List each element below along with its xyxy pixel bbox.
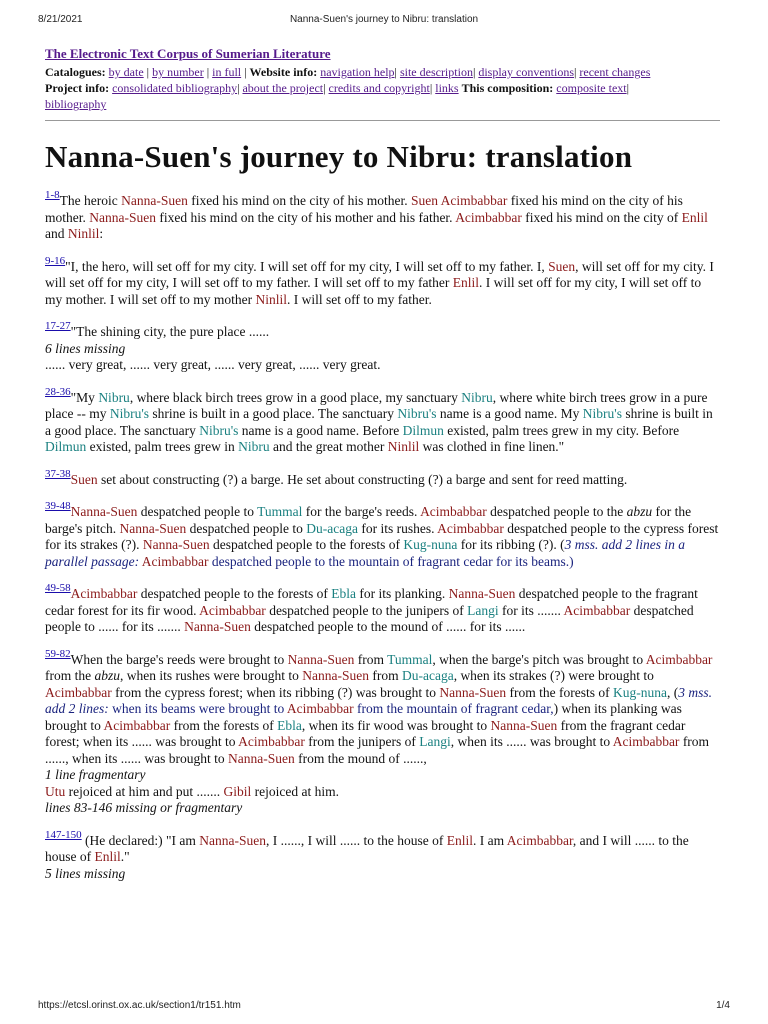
text-segment: from ......, when its ...... was brought to <box>45 734 710 766</box>
display-conventions-link[interactable]: display conventions <box>478 65 574 79</box>
divine-name: Nanna-Suen <box>439 684 507 700</box>
text-segment: rejoiced at him. <box>251 783 339 799</box>
divine-name: Enlil <box>446 832 473 848</box>
text-segment: ." <box>120 849 130 864</box>
text-segment: "My <box>70 389 99 405</box>
divine-name: Acimbabbar <box>506 832 573 848</box>
print-title: Nanna-Suen's journey to Nibru: translation <box>289 14 479 25</box>
text-segment: and the great mother <box>269 439 388 454</box>
text-segment: existed, palm trees grew in my city. Before <box>443 422 680 438</box>
bibliography-link[interactable]: bibliography <box>45 97 107 111</box>
text-segment: for its ....... <box>498 602 564 618</box>
divine-name: Acimbabbar <box>238 734 305 749</box>
translation-paragraph <box>45 500 720 570</box>
text-segment: , when its strakes (?) were brought to <box>453 668 654 683</box>
text-segment: abzu <box>94 668 121 683</box>
text-segment: , where white birch trees grow in a pure place -- my <box>45 389 708 421</box>
text-segment: from the forests of <box>506 684 614 700</box>
print-page-number: 1/4 <box>716 1000 730 1011</box>
divine-name: Nanna-Suen <box>490 717 558 733</box>
divine-name: Utu <box>45 783 66 799</box>
text-segment: for its rushes. <box>357 520 438 536</box>
line-reference-link[interactable]: 1-8 <box>45 189 60 201</box>
translation-paragraph <box>45 385 720 456</box>
translation-body <box>45 189 720 882</box>
text-segment: from the cypress forest; when its ribbing (?) was brought to <box>111 684 440 700</box>
text-segment: despatched people to the cypress forest for its strakes (?). <box>45 520 719 552</box>
navigation-help-link[interactable]: navigation help <box>320 65 395 79</box>
line-reference-link[interactable]: 9-16 <box>45 254 66 267</box>
divine-name: Ninlil <box>387 439 420 454</box>
by-number-link[interactable]: by number <box>152 65 204 79</box>
divine-name: Suen <box>548 258 576 274</box>
divine-name: Suen <box>410 193 438 208</box>
consolidated-bibliography-link[interactable]: consolidated bibliography <box>112 81 238 95</box>
text-segment: , and I will ...... to the house of <box>45 832 689 864</box>
line-reference-link[interactable]: 39-48 <box>45 500 71 512</box>
translation-paragraph <box>45 320 720 374</box>
text-segment: , I ......, I will ...... to the house of <box>265 832 447 848</box>
site-description-link[interactable]: site description <box>399 65 473 79</box>
text-segment: from the forests of <box>170 717 278 733</box>
geographic-name: Langi <box>467 602 499 618</box>
divine-name: Nanna-Suen <box>228 750 295 766</box>
text-segment: when its beams were brought to <box>108 701 287 716</box>
text-segment: for the barge's reeds. <box>302 504 421 519</box>
text-segment: 1 line fragmentary <box>45 767 146 782</box>
divine-name: Nanna-Suen <box>70 504 138 519</box>
links-link[interactable]: links <box>435 81 459 95</box>
print-url: https://etcsl.orinst.ox.ac.uk/section1/tr151.htm <box>38 1000 241 1011</box>
nav-links: Catalogues: by date | by number | in full | Website info: navigation help| site description| display conventions| recent changes Project info: consolidated bibliography| about the project| credits and copyright| links This composition: composite text| bibliography <box>45 65 651 111</box>
geographic-name: Nibru's <box>109 406 150 421</box>
text-segment: fixed his mind on the city of his mother. <box>187 193 411 208</box>
geographic-name: Dilmun <box>45 439 87 454</box>
text-segment: 3 mss. add 2 lines in a parallel passage: <box>45 537 686 569</box>
this-composition-label: This composition: <box>461 81 554 95</box>
translation-paragraph <box>45 189 720 243</box>
divine-name: Nanna-Suen <box>119 520 187 536</box>
line-reference-link[interactable]: 147-150 <box>45 828 82 841</box>
translation-paragraph <box>45 582 720 636</box>
text-segment: despatched people to <box>137 504 258 519</box>
divine-name: Ninlil <box>255 291 287 307</box>
text-segment: "I, the hero, will set off for my city. I will set off for my city, I will set off to my father. I, <box>65 258 549 274</box>
text-segment: 3 mss. add 2 lines: <box>45 684 713 716</box>
divine-name: Enlil <box>681 209 708 225</box>
catalogues-label: Catalogues: <box>45 65 106 79</box>
line-reference-link[interactable]: 49-58 <box>45 582 71 594</box>
geographic-name: Nibru's <box>397 406 437 421</box>
line-reference-link[interactable]: 17-27 <box>45 320 71 332</box>
text-segment: despatched people to the <box>486 504 627 519</box>
translation-paragraph <box>45 254 720 309</box>
text-segment: abzu <box>626 504 653 519</box>
text-segment: The heroic <box>59 193 122 208</box>
text-segment: for its ribbing (?). ( <box>457 537 565 552</box>
website-info-label: Website info: <box>249 65 318 79</box>
text-segment: from <box>368 668 402 683</box>
divine-name: Nanna-Suen <box>121 193 188 208</box>
geographic-name: Du-acaga <box>401 668 454 683</box>
text-segment: , when the barge's pitch was brought to <box>432 651 646 667</box>
divine-name: Nanna-Suen <box>199 832 266 848</box>
text-segment: , ( <box>667 684 679 700</box>
site-title-link[interactable]: The Electronic Text Corpus of Sumerian Literature <box>45 46 331 61</box>
text-segment: for its planking. <box>355 586 449 601</box>
composite-text-link[interactable]: composite text <box>556 81 627 95</box>
geographic-name: Langi <box>419 734 451 749</box>
text-segment: rejoiced at him and put ....... <box>65 783 224 799</box>
text-segment: set about constructing (?) a barge. He set about constructing (?) a barge and sent for reed matting. <box>97 471 628 487</box>
divine-name: Acimbabbar <box>420 504 487 519</box>
text-segment: . I will set off to my father. <box>287 291 432 307</box>
divine-name: Nanna-Suen <box>287 651 355 667</box>
translation-paragraph <box>45 647 720 817</box>
text-segment: name is a good name. Before <box>238 422 403 438</box>
text-segment: fixed his mind on the city of his mother. <box>45 193 683 225</box>
in-full-link[interactable]: in full <box>212 65 242 79</box>
geographic-name: Nibru's <box>199 422 239 438</box>
text-segment: from the mound of ......, <box>294 750 427 766</box>
text-segment: despatched people to the forests of <box>209 537 404 552</box>
divine-name: Acimbabbar <box>199 602 266 618</box>
text-segment: for the barge's pitch. <box>45 504 692 536</box>
divine-name: Acimbabbar <box>455 209 522 225</box>
text-segment: 6 lines missing <box>45 340 126 356</box>
divine-name: Nanna-Suen <box>184 619 251 634</box>
line-reference-link[interactable]: 59-82 <box>45 647 71 660</box>
text-segment: despatched people to the mountain of fragrant cedar for its beams.) <box>208 553 574 569</box>
line-reference-link[interactable]: 37-38 <box>45 467 71 480</box>
geographic-name: Nibru's <box>582 406 622 421</box>
divine-name: Acimbabbar <box>70 586 138 601</box>
geographic-name: Du-acaga <box>306 520 358 536</box>
text-segment: despatched people to the fragrant cedar forest for its fir wood. <box>45 586 698 618</box>
divine-name: Acimbabbar <box>286 701 354 716</box>
text-segment: ...... very great, ...... very great, ...... very great, ...... very great. <box>45 357 381 372</box>
text-segment: from the junipers of <box>304 734 420 749</box>
text-segment: from the fragrant cedar forest; when its ...... was brought to <box>45 717 686 749</box>
text-segment: existed, palm trees grew in <box>86 439 239 454</box>
divine-name: Enlil <box>452 275 480 290</box>
text-segment: lines 83-146 missing or fragmentary <box>45 800 243 815</box>
text-segment: 5 lines missing <box>45 865 126 881</box>
site-title <box>45 46 720 62</box>
divine-name: Ninlil <box>67 226 100 241</box>
by-date-link[interactable]: by date <box>108 65 144 79</box>
print-date: 8/21/2021 <box>38 14 83 25</box>
text-segment: despatched people to ...... for its ....... <box>45 602 694 634</box>
credits-and-copyright-link[interactable]: credits and copyright <box>328 81 430 95</box>
line-reference-link[interactable]: 28-36 <box>45 385 71 398</box>
divine-name: Acimbabbar <box>440 193 508 208</box>
geographic-name: Tummal <box>257 504 303 519</box>
divider <box>45 120 720 121</box>
divine-name: Acimbabbar <box>45 684 112 700</box>
geographic-name: Dilmun <box>402 422 444 438</box>
text-segment: , when its ...... was brought to <box>450 734 613 749</box>
divine-name: Enlil <box>94 849 121 864</box>
text-segment: "The shining city, the pure place ...... <box>70 324 270 339</box>
geographic-name: Ebla <box>277 717 302 733</box>
text-segment: and <box>45 226 68 241</box>
text-segment: (He declared:) "I am <box>81 832 200 848</box>
geographic-name: Ebla <box>331 586 356 601</box>
divine-name: Nanna-Suen <box>142 537 210 552</box>
divine-name: Acimbabbar <box>141 553 209 569</box>
about-the-project-link[interactable]: about the project <box>242 81 324 95</box>
divine-name: Acimbabbar <box>437 520 504 536</box>
divine-name: Nanna-Suen <box>302 668 369 683</box>
divine-name: Acimbabbar <box>612 734 680 749</box>
page-title: Nanna-Suen's journey to Nibru: translation <box>45 139 633 174</box>
translation-paragraph <box>45 467 720 489</box>
text-segment: . I will set off for my city, I will set off to my mother. I will set off to my mother <box>45 275 702 307</box>
project-info-label: Project info: <box>45 81 110 95</box>
text-segment: from the mountain of fragrant cedar, <box>353 701 554 716</box>
divine-name: Gibil <box>223 783 252 799</box>
divine-name: Suen <box>70 471 98 487</box>
geographic-name: Kug-nuna <box>613 684 668 700</box>
translation-paragraph <box>45 828 720 883</box>
print-header <box>38 14 730 28</box>
divine-name: Acimbabbar <box>563 602 631 618</box>
geographic-name: Nibru <box>98 389 130 405</box>
divine-name: Nanna-Suen <box>448 586 516 601</box>
text-segment: despatched people to <box>186 520 307 536</box>
geographic-name: Kug-nuna <box>403 537 458 552</box>
text-segment: shrine is built in a good place. The sanctuary <box>45 406 713 438</box>
text-segment: was clothed in fine linen." <box>419 439 565 454</box>
text-segment: despatched people to the forests of <box>137 586 332 601</box>
divine-name: Nanna-Suen <box>89 209 156 225</box>
text-segment: . I am <box>472 832 507 848</box>
text-segment: from <box>354 651 388 667</box>
geographic-name: Nibru <box>238 439 270 454</box>
text-segment: , when its fir wood was brought to <box>301 717 491 733</box>
recent-changes-link[interactable]: recent changes <box>579 65 651 79</box>
text-segment: fixed his mind on the city of <box>521 209 682 225</box>
text-segment: , will set off for my city. I will set off for my city, I will set off to my father. I will set off to my father <box>45 258 714 290</box>
geographic-name: Tummal <box>387 651 433 667</box>
text-segment: shrine is built in a good place. The sanctuary <box>149 406 398 421</box>
text-segment: from the <box>45 668 95 683</box>
text-segment: : <box>99 226 104 241</box>
print-footer <box>38 1000 730 1014</box>
text-segment: ) when its planking was brought to <box>45 701 682 733</box>
text-segment: , when its rushes were brought to <box>120 668 303 683</box>
text-segment: fixed his mind on the city of his mother and his father. <box>155 209 456 225</box>
text-segment: , where black birch trees grow in a good place, my sanctuary <box>129 389 462 405</box>
page-content <box>45 46 720 898</box>
divine-name: Acimbabbar <box>645 651 713 667</box>
divine-name: Acimbabbar <box>103 717 171 733</box>
text-segment: despatched people to the junipers of <box>265 602 468 618</box>
text-segment: name is a good name. My <box>436 406 583 421</box>
text-segment: despatched people to the mound of ...... for its ...... <box>250 619 526 634</box>
text-segment: When the barge's reeds were brought to <box>70 651 288 667</box>
geographic-name: Nibru <box>461 389 493 405</box>
